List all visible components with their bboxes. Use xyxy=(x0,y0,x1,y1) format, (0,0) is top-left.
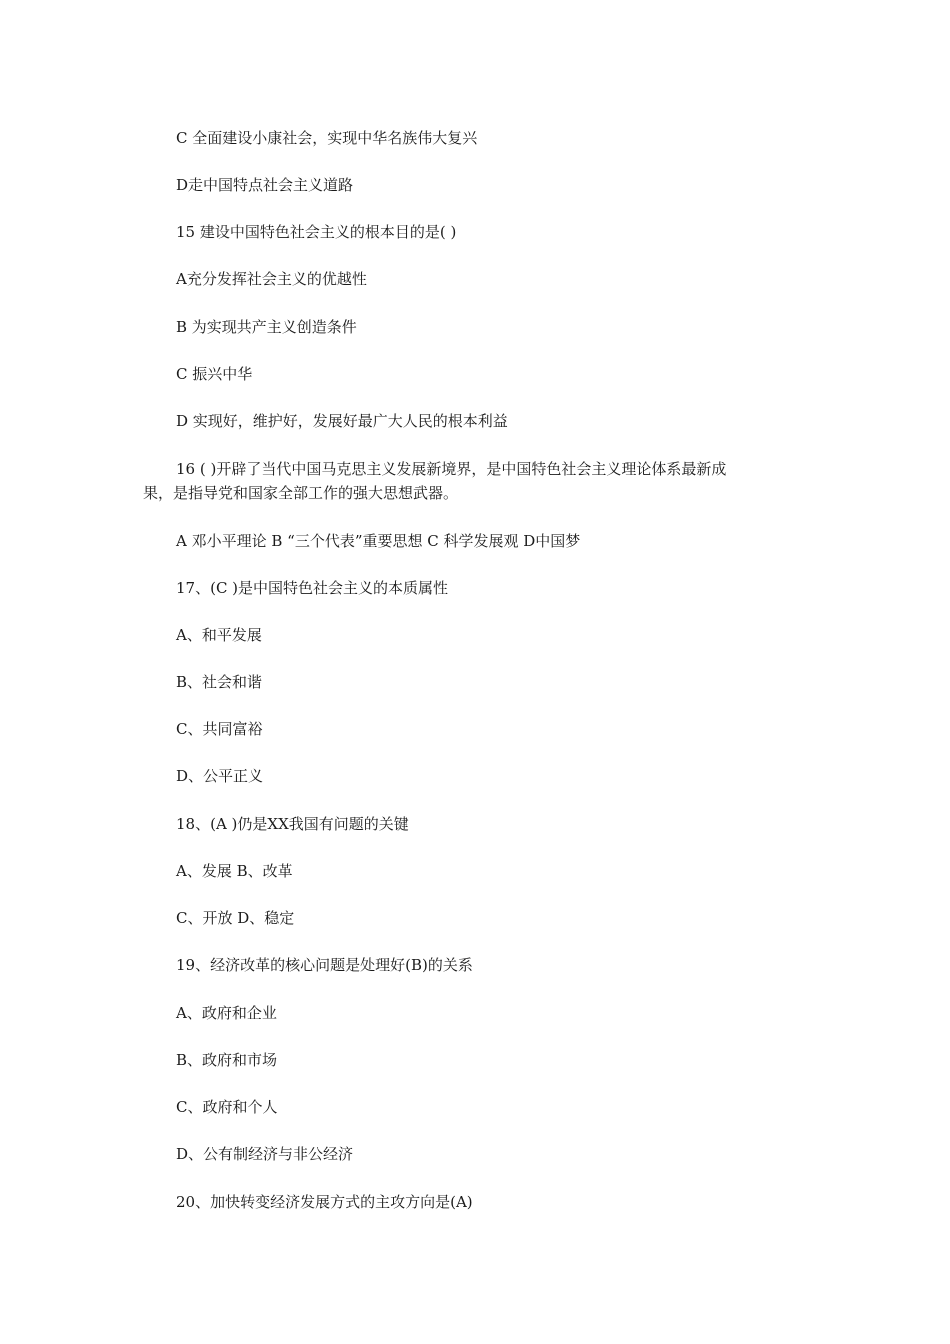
question-19-option-a: A、政府和企业 xyxy=(176,1004,277,1022)
question-17-option-a: A、和平发展 xyxy=(176,626,262,644)
question-15-option-a: A充分发挥社会主义的优越性 xyxy=(176,270,367,288)
question-19-option-c: C、政府和个人 xyxy=(176,1098,278,1116)
question-17-option-d: D、公平正义 xyxy=(176,767,264,785)
question-17-option-c: C、共同富裕 xyxy=(176,720,263,738)
question-15-option-c: C 振兴中华 xyxy=(176,365,253,383)
question-18-options-cd: C、开放 D、稳定 xyxy=(176,909,295,927)
question-16-options: A 邓小平理论 B “三个代表”重要思想 C 科学发展观 D中国梦 xyxy=(176,532,581,550)
question-15-option-b: B 为实现共产主义创造条件 xyxy=(176,318,357,336)
question-20: 20、加快转变经济发展方式的主攻方向是(A) xyxy=(176,1193,473,1211)
option-c-line: C 全面建设小康社会，实现中华名族伟大复兴 xyxy=(176,129,478,147)
question-19-option-d: D、公有制经济与非公经济 xyxy=(176,1145,354,1163)
question-15: 15 建设中国特色社会主义的根本目的是( ) xyxy=(176,223,457,241)
question-17-option-b: B、社会和谐 xyxy=(176,673,263,691)
option-d-line: D走中国特点社会主义道路 xyxy=(176,176,354,194)
question-16-line-2: 果，是指导党和国家全部工作的强大思想武器。 xyxy=(143,484,459,502)
question-18-options-ab: A、发展 B、改革 xyxy=(176,862,293,880)
question-15-option-d: D 实现好，维护好，发展好最广大人民的根本利益 xyxy=(176,412,508,430)
question-19-option-b: B、政府和市场 xyxy=(176,1051,278,1069)
question-19: 19、经济改革的核心问题是处理好(B)的关系 xyxy=(176,956,473,974)
question-16 xyxy=(143,457,823,505)
question-18: 18、(A )仍是XX我国有问题的关键 xyxy=(176,815,409,833)
question-17: 17、(C )是中国特色社会主义的本质属性 xyxy=(176,579,449,597)
question-16-line-1: 16 ( )开辟了当代中国马克思主义发展新境界，是中国特色社会主义理论体系最新成 xyxy=(176,460,727,478)
